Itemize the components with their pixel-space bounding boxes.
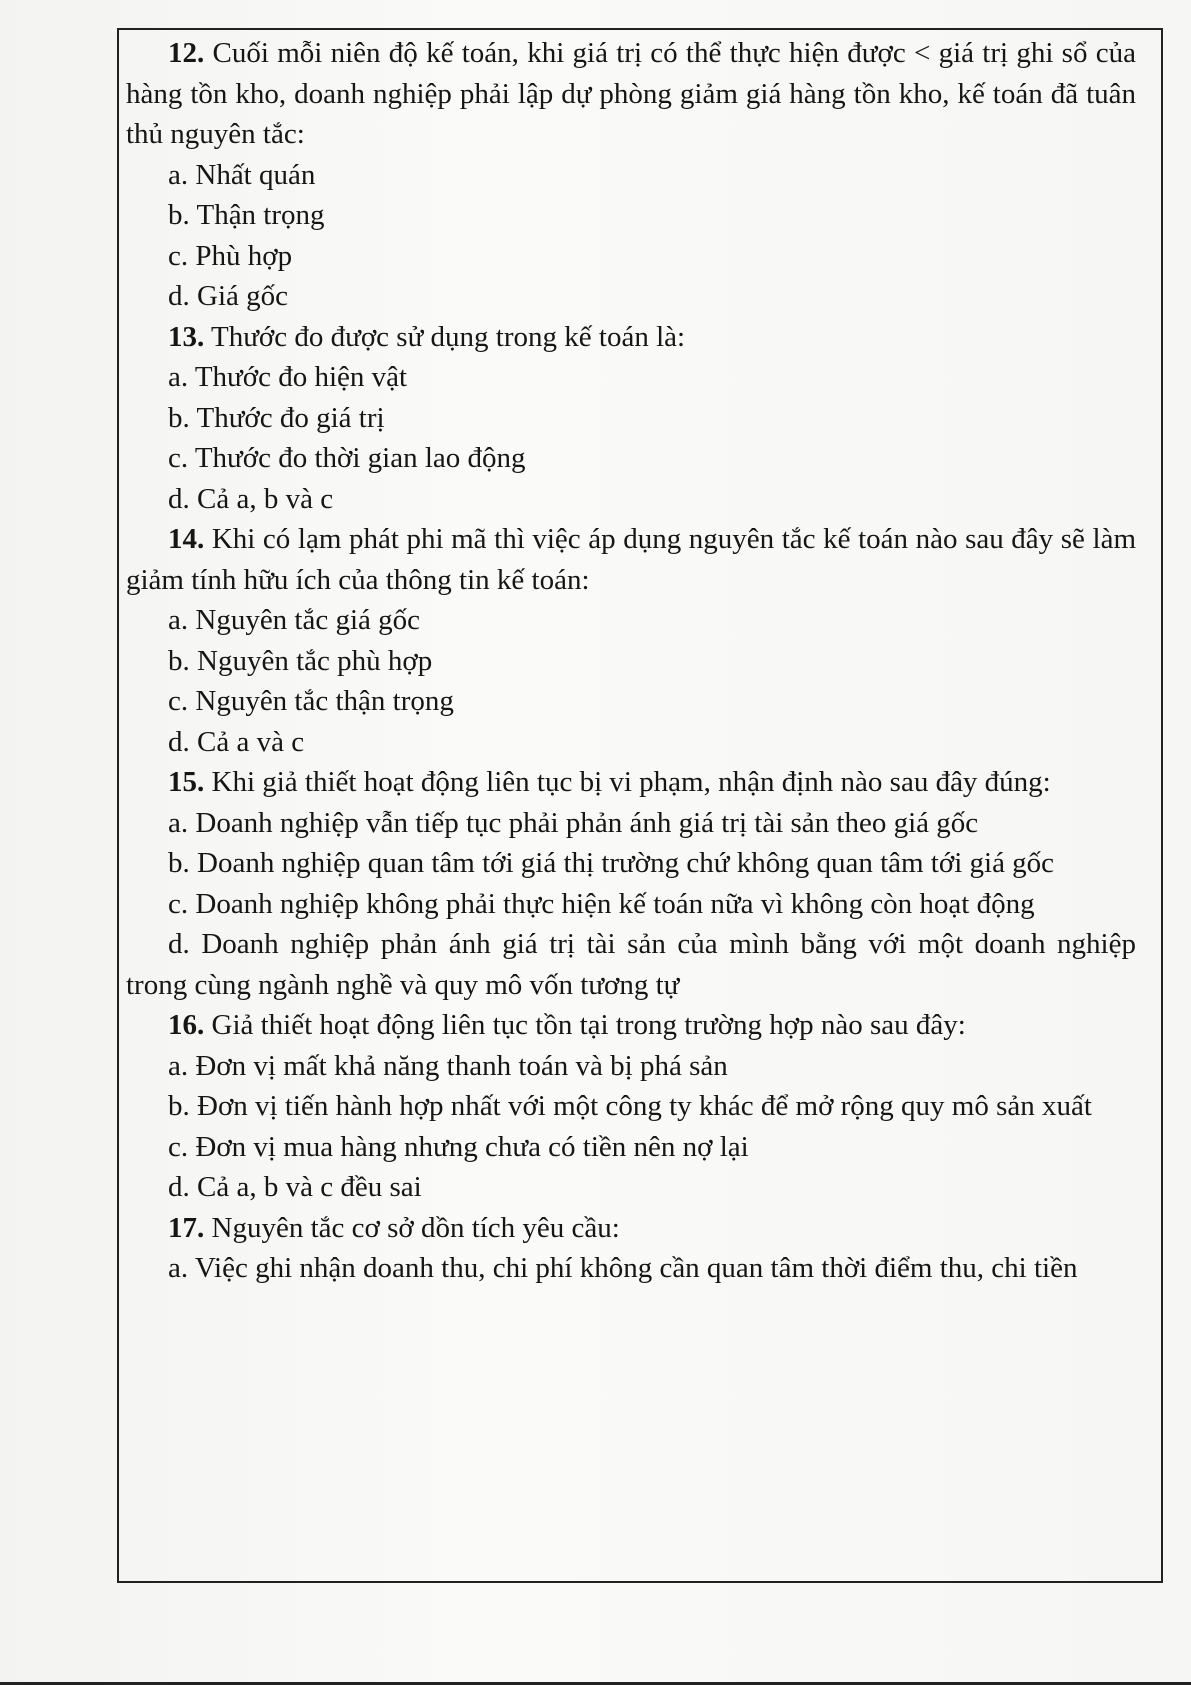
question-text — [126, 519, 1136, 600]
question-number: 15. — [168, 766, 205, 798]
option-c: c. Phù hợp — [168, 239, 293, 272]
question-body: Khi có lạm phát phi mã thì việc áp dụng nguyên tắc kế toán nào sau đây sẽ làm giảm tính hữu ích của thông tin kế toán: — [126, 523, 1137, 596]
question-17 — [126, 1208, 1136, 1289]
option-d: d. Cả a, b và c — [168, 482, 334, 515]
question-number: 13. — [168, 320, 205, 353]
option-b: b. Nguyên tắc phù hợp — [168, 644, 433, 677]
question-text — [126, 317, 1136, 358]
question-15 — [126, 762, 1136, 1005]
option-b: b. Thận trọng — [168, 199, 325, 231]
question-text — [126, 1208, 1136, 1249]
option-b: b. Doanh nghiệp quan tâm tới giá thị trường chứ không quan tâm tới giá gốc — [168, 847, 1055, 879]
option-a: a. Việc ghi nhận doanh thu, chi phí không cần quan tâm thời điểm thu, chi tiền — [168, 1252, 1078, 1284]
option-c: c. Thước đo thời gian lao động — [168, 442, 526, 474]
question-12 — [126, 33, 1136, 317]
option-c: c. Nguyên tắc thận trọng — [168, 685, 454, 717]
question-14 — [126, 519, 1136, 762]
question-body: Nguyên tắc cơ sở dồn tích yêu cầu: — [211, 1211, 620, 1244]
option-d: d. Cả a, b và c đều sai — [168, 1171, 422, 1203]
question-text — [126, 762, 1136, 803]
question-list — [126, 33, 1136, 1289]
question-text — [126, 33, 1136, 155]
question-number: 16. — [168, 1009, 205, 1041]
question-text — [126, 1005, 1136, 1046]
option-d: d. Giá gốc — [168, 280, 288, 312]
option-a: a. Đơn vị mất khả năng thanh toán và bị phá sản — [168, 1049, 728, 1082]
question-13 — [126, 317, 1136, 520]
question-number: 17. — [168, 1211, 205, 1244]
question-number: 12. — [168, 37, 205, 69]
question-body: Giả thiết hoạt động liên tục tồn tại trong trường hợp nào sau đây: — [211, 1009, 966, 1041]
option-a: a. Nguyên tắc giá gốc — [168, 604, 421, 636]
question-body: Thước đo được sử dụng trong kế toán là: — [210, 320, 686, 353]
question-body: Khi giả thiết hoạt động liên tục bị vi phạm, nhận định nào sau đây đúng: — [211, 766, 1051, 798]
option-d: d. Doanh nghiệp phản ánh giá trị tài sản của mình bằng với một doanh nghiệp trong cùng ngành nghề và quy mô vốn tương tự — [126, 928, 1136, 1001]
option-b: b. Thước đo giá trị — [168, 401, 385, 434]
question-body: Cuối mỗi niên độ kế toán, khi giá trị có thể thực hiện được < giá trị ghi sổ của hàng tồn kho, doanh nghiệp phải lập dự phòng giảm giá hàng tồn kho, kế toán đã tuân thủ nguyên tắc: — [126, 37, 1136, 150]
option-c: c. Đơn vị mua hàng nhưng chưa có tiền nên nợ lại — [168, 1130, 749, 1163]
option-b: b. Đơn vị tiến hành hợp nhất với một công ty khác để mở rộng quy mô sản xuất — [168, 1090, 1092, 1122]
option-a: a. Nhất quán — [168, 158, 316, 191]
option-a: a. Doanh nghiệp vẫn tiếp tục phải phản ánh giá trị tài sản theo giá gốc — [168, 806, 979, 839]
option-d: d. Cả a và c — [168, 725, 305, 758]
question-number: 14. — [168, 523, 205, 555]
option-c: c. Doanh nghiệp không phải thực hiện kế toán nữa vì không còn hoạt động — [168, 887, 1035, 920]
question-16 — [126, 1005, 1136, 1208]
option-a: a. Thước đo hiện vật — [168, 361, 408, 393]
